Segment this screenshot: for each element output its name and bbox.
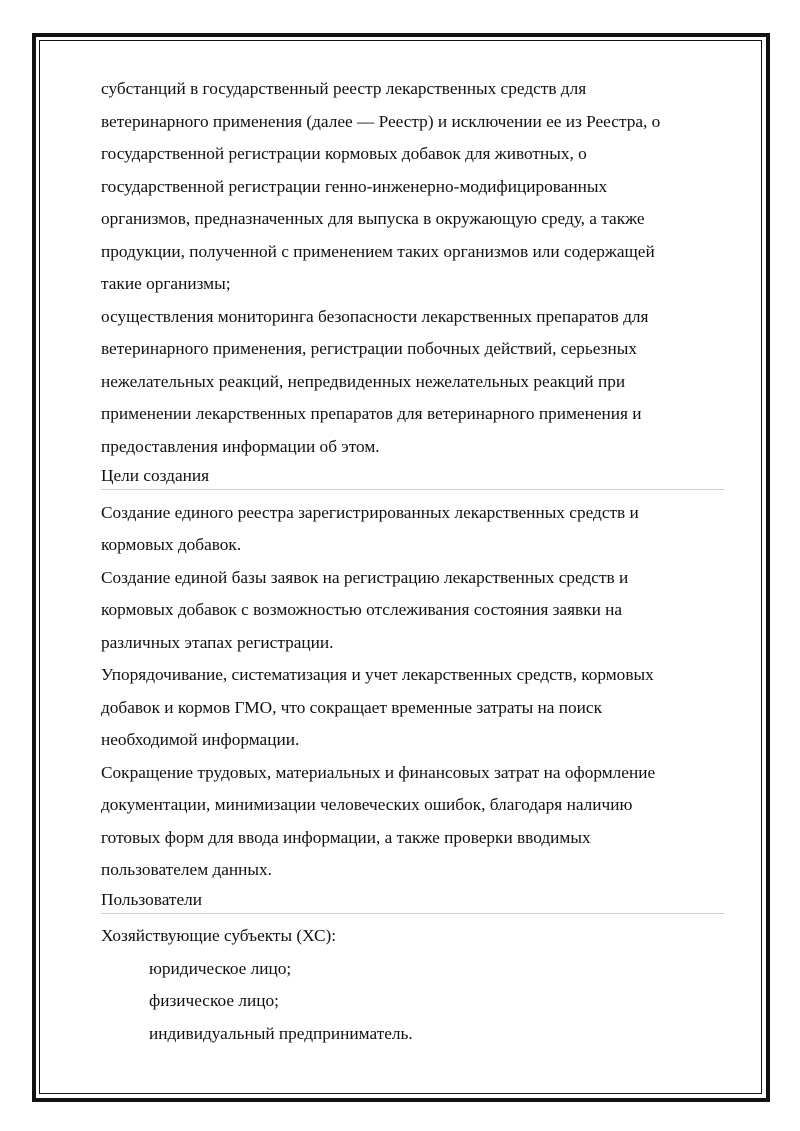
text-line: ветеринарного применения (далее — Реестр) и исключении ее из Реестра, о (101, 111, 661, 131)
text-line: Сокращение трудовых, материальных и финансовых затрат на оформление (101, 762, 656, 782)
text-line: Упорядочивание, систематизация и учет лекарственных средств, кормовых (101, 665, 654, 684)
text-line: готовых форм для ввода информации, а также проверки вводимых (101, 827, 591, 847)
text-line: применении лекарственных препаратов для ветеринарного применения и (101, 404, 642, 423)
text-line: Создание единого реестра зарегистрированных лекарственных средств и (101, 502, 639, 522)
text-line: ветеринарного применения, регистрации побочных действий, серьезных (101, 339, 638, 358)
text-line: Создание единой базы заявок на регистрацию лекарственных средств и (101, 567, 629, 587)
list-item: индивидуальный предприниматель. (149, 1023, 413, 1043)
text-line: документации, минимизации человеческих ошибок, благодаря наличию (101, 795, 633, 814)
text-line: такие организмы; (101, 274, 231, 293)
text-line: кормовых добавок. (101, 535, 242, 554)
list-item: юридическое лицо; (149, 958, 292, 978)
text-line: кормовых добавок с возможностью отслеживания состояния заявки на (101, 600, 623, 619)
users-intro: Хозяйствующие субъекты (ХС): (101, 926, 337, 945)
text-line: предоставления информации об этом. (101, 436, 380, 456)
text-line: нежелательных реакций, непредвиденных нежелательных реакций при (101, 371, 626, 391)
section-heading-goals: Цели создания (101, 463, 724, 490)
list-item: физическое лицо; (149, 991, 279, 1010)
text-line: государственной регистрации генно-инженерно-модифицированных (101, 176, 608, 196)
text-line: осуществления мониторинга безопасности лекарственных препаратов для (101, 306, 649, 326)
text-line: организмов, предназначенных для выпуска в окружающую среду, а также (101, 209, 645, 228)
section-heading-users: Пользователи (101, 887, 724, 914)
text-line: необходимой информации. (101, 730, 300, 749)
intro-section (101, 73, 741, 463)
text-line: субстанций в государственный реестр лекарственных средств для (101, 79, 587, 98)
document-body (101, 73, 741, 1050)
text-line: продукции, полученной с применением таких организмов или содержащей (101, 241, 655, 261)
text-line: добавок и кормов ГМО, что сокращает временные затраты на поиск (101, 697, 602, 717)
text-line: пользователем данных. (101, 860, 272, 879)
goals-section (101, 497, 741, 887)
text-line: различных этапах регистрации. (101, 632, 334, 652)
users-section (101, 920, 741, 1050)
text-line: государственной регистрации кормовых добавок для животных, о (101, 144, 587, 163)
